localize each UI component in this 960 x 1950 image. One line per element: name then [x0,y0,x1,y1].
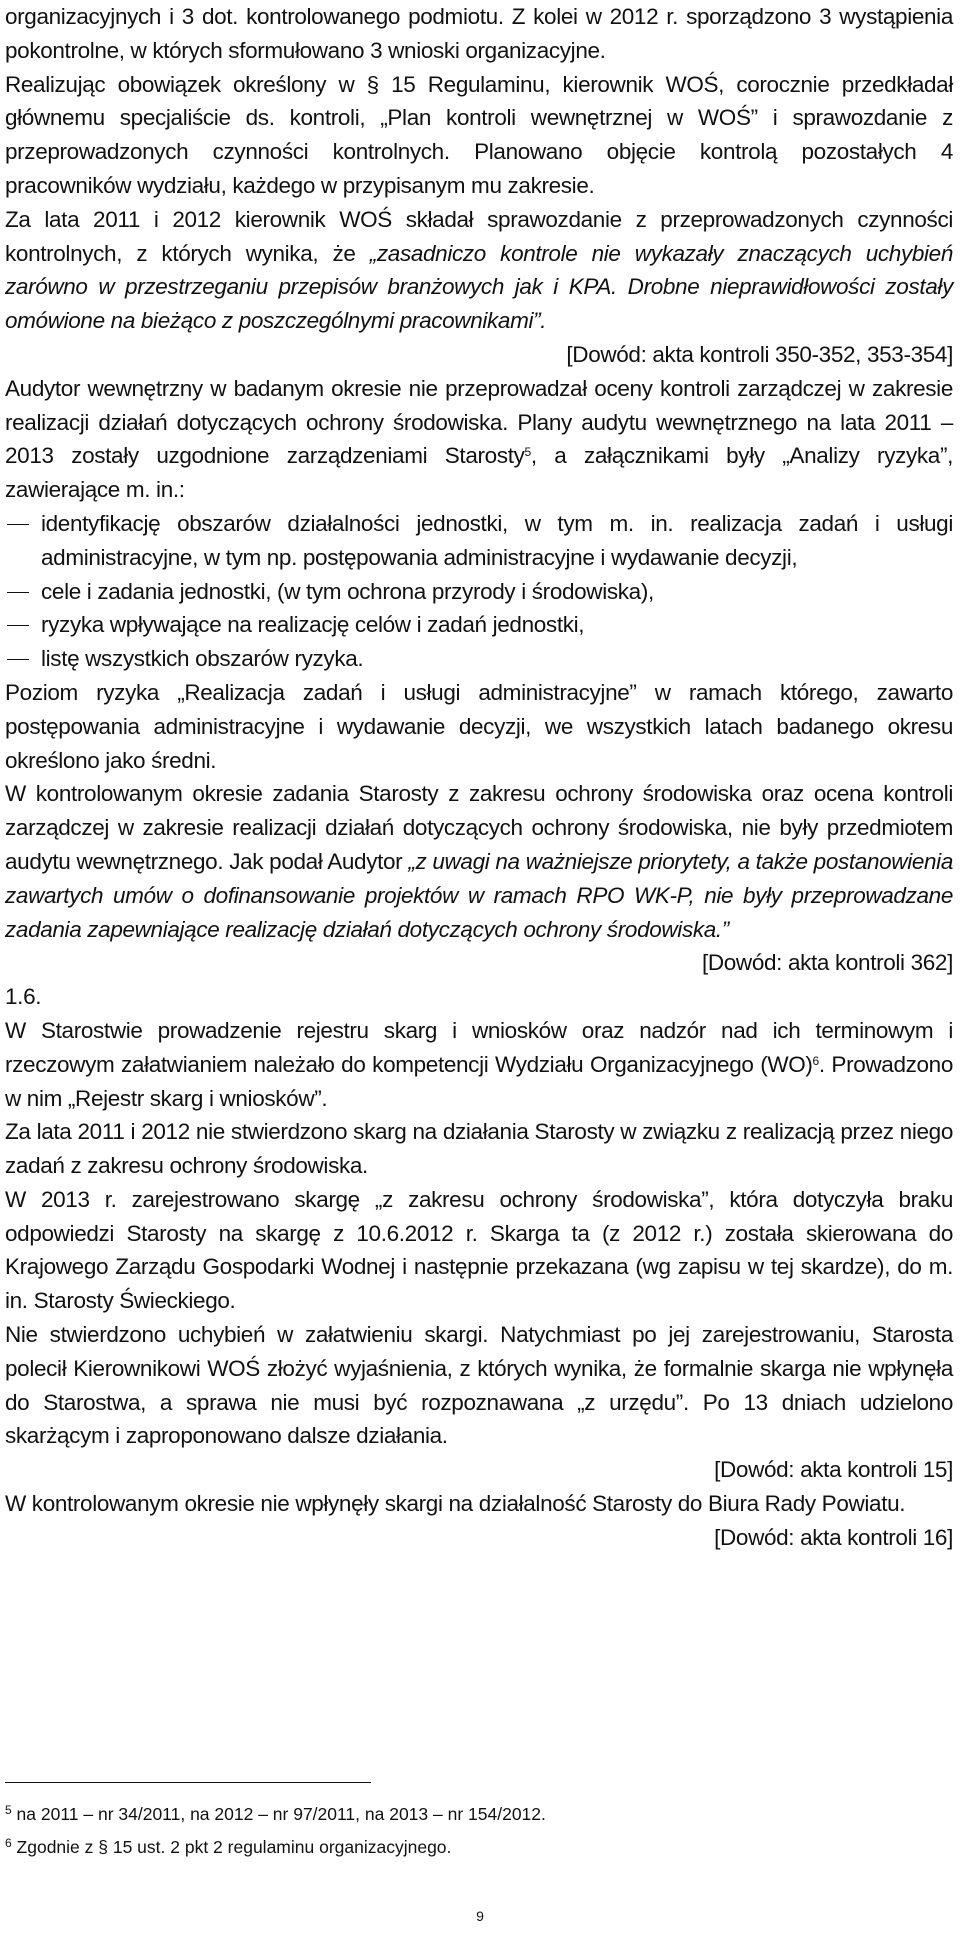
dash-bullet-icon [7,507,29,541]
paragraph-1: organizacyjnych i 3 dot. kontrolowanego podmiotu. Z kolei w 2012 r. sporządzono 3 wystąpienia pokontrolne, w których sformułowano 3 wnioski organizacyjne. [5,4,953,63]
paragraph-4 [5,372,953,507]
footnote-6 [5,1831,945,1864]
list-item-text: identyfikację obszarów działalności jednostki, w tym m. in. realizacja zadań i usługi administracyjne, w tym np. postępowania administracyjne i wydawanie decyzji, [41,510,953,570]
paragraph-6 [5,777,953,946]
document-page [5,0,953,1555]
footnote-ref-5: 5 [524,445,531,460]
footnote-mark: 6 [5,1836,12,1850]
footnote-text: na 2011 – nr 34/2011, na 2012 – nr 97/2011, na 2013 – nr 154/2012. [11,1804,546,1824]
list-item-text: ryzyka wpływające na realizację celów i zadań jednostki, [41,612,585,638]
section-number: 1.6. [5,984,42,1010]
paragraph-2: Realizując obowiązek określony w § 15 Regulaminu, kierownik WOŚ, corocznie przedkładał głównemu specjaliście ds. kontroli, „Plan kontroli wewnętrznej w WOŚ” i sprawozdanie z przeprowadzonych czynności kontrolnych. Planowano objęcie kontrolą pozostałych 4 pracowników wydziału, każdego w przypisanym mu zakresie. [5,71,953,198]
list-item-text: cele i zadania jednostki, (w tym ochrona przyrody i środowiska), [41,578,654,604]
paragraph-7 [5,1014,953,1115]
list-item [5,608,953,642]
paragraph-4-text-a: Audytor wewnętrzny w badanym okresie nie przeprowadzał oceny kontroli zarządczej w zakresie realizacji działań dotyczących ochrony środowiska. Plany audytu wewnętrznego na lata 2011 – 2013 zostały uzgodnione zarządzeniami Starosty [5,375,953,469]
paragraph-3 [5,203,953,338]
list-item [5,642,953,676]
paragraph-8: Za lata 2011 i 2012 nie stwierdzono skarg na działania Starosty w związku z realizacją przez niego zadań z zakresu ochrony środowiska. [5,1119,953,1179]
evidence-reference-2: [Dowód: akta kontroli 362] [701,950,953,976]
footnote-ref-6: 6 [812,1053,819,1068]
dash-bullet-icon [7,575,29,609]
paragraph-3-text: Za lata 2011 i 2012 kierownik WOŚ składał sprawozdanie z przeprowadzonych czynności kontrolnych, z których wynika, że [5,206,953,266]
dash-bullet-icon [7,642,29,676]
paragraph-9: W 2013 r. zarejestrowano skargę „z zakresu ochrony środowiska”, która dotyczyła braku odpowiedzi Starosty na skargę z 10.6.2012 r. Skarga ta (z 2012 r.) została skierowana do Krajowego Zarządu Gospodarki Wodnej i następnie przekazana (wg zapisu w tej skardze), do m. in. Starosty Świeckiego. [5,1186,953,1314]
list-item-text: listę wszystkich obszarów ryzyka. [41,646,364,672]
footnote-mark: 5 [5,1803,12,1817]
evidence-reference-4: [Dowód: akta kontroli 16] [714,1524,953,1550]
evidence-reference-3: [Dowód: akta kontroli 15] [714,1457,953,1483]
paragraph-7-text-a: W Starostwie prowadzenie rejestru skarg i wniosków oraz nadzór nad ich terminowym i rzeczowym załatwianiem należało do kompetencji Wydziału Organizacyjnego (WO) [5,1017,953,1077]
paragraph-10: Nie stwierdzono uchybień w załatwieniu skargi. Natychmiast po jej zarejestrowaniu, Starosta polecił Kierownikowi WOŚ złożyć wyjaśnienia, z których wynika, że formalnie skarga nie wpłynęła do Starostwa, a sprawa nie musi być rozpoznawana „z urzędu”. Po 13 dniach udzielono skarżącym i zaproponowano dalsze działania. [5,1322,953,1449]
paragraph-3-quote: „zasadniczo kontrole nie wykazały znaczących uchybień zarówno w przestrzeganiu przepisów branżowych jak i KPA. Drobne nieprawidłowości zostały omówione na bieżąco z poszczególnymi pracownikami”. [5,240,953,334]
paragraph-5: Poziom ryzyka „Realizacja zadań i usługi administracyjne” w ramach którego, zawarto postępowania administracyjne i wydawanie decyzji, we wszystkich latach badanego okresu określono jako średni. [5,679,953,773]
evidence-reference-1: [Dowód: akta kontroli 350-352, 353-354] [566,341,953,367]
footnote-text: Zgodnie z § 15 ust. 2 pkt 2 regulaminu organizacyjnego. [11,1837,452,1857]
risk-analysis-list [5,507,953,676]
paragraph-7-text-b: . Prowadzono w nim „Rejestr skarg i wniosków”. [5,1051,953,1111]
list-item [5,575,953,609]
paragraph-6-quote: „z uwagi na ważniejsze priorytety, a także postanowienia zawartych umów o dofinansowanie projektów w ramach RPO WK-P, nie były przeprowadzane zadania zapewniające realizację działań dotyczących ochrony środowiska.” [5,848,953,942]
paragraph-11: W kontrolowanym okresie nie wpłynęły skargi na działalność Starosty do Biura Rady Powiatu. [5,1491,906,1517]
footnotes [5,1798,945,1864]
paragraph-4-text-b: , a załącznikami były „Analizy ryzyka”, zawierające m. in.: [5,443,954,503]
footnote-separator [5,1782,371,1783]
dash-bullet-icon [7,608,29,642]
paragraph-6-text: W kontrolowanym okresie zadania Starosty z zakresu ochrony środowiska oraz ocena kontroli zarządczej w zakresie realizacji działań dotyczących ochrony środowiska, nie były przedmiotem audytu wewnętrznego. Jak podał Audytor [5,781,953,874]
list-item [5,507,953,575]
page-number: 9 [476,1908,484,1924]
footnote-5 [5,1798,945,1831]
